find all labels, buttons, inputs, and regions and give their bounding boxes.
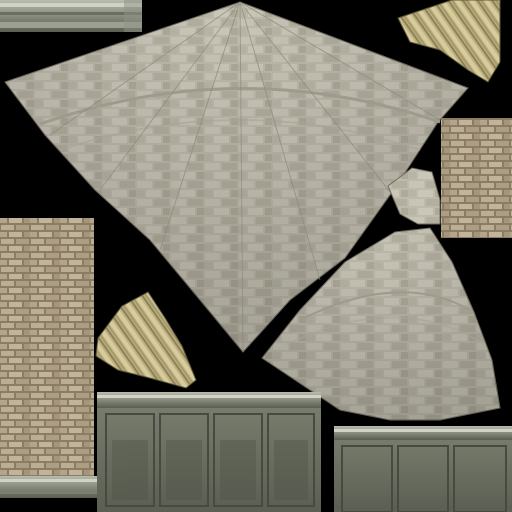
wall-panel-bottom-left: [97, 392, 321, 512]
sandstone-wall-left: [0, 218, 94, 480]
cornice-strip-bottom: [0, 476, 102, 498]
wood-plank-piece-bottom: [96, 292, 196, 388]
cornice-strip-top: [0, 0, 142, 32]
sandstone-tile-right: [441, 118, 512, 238]
wall-panel-bottom-right: [334, 426, 512, 512]
